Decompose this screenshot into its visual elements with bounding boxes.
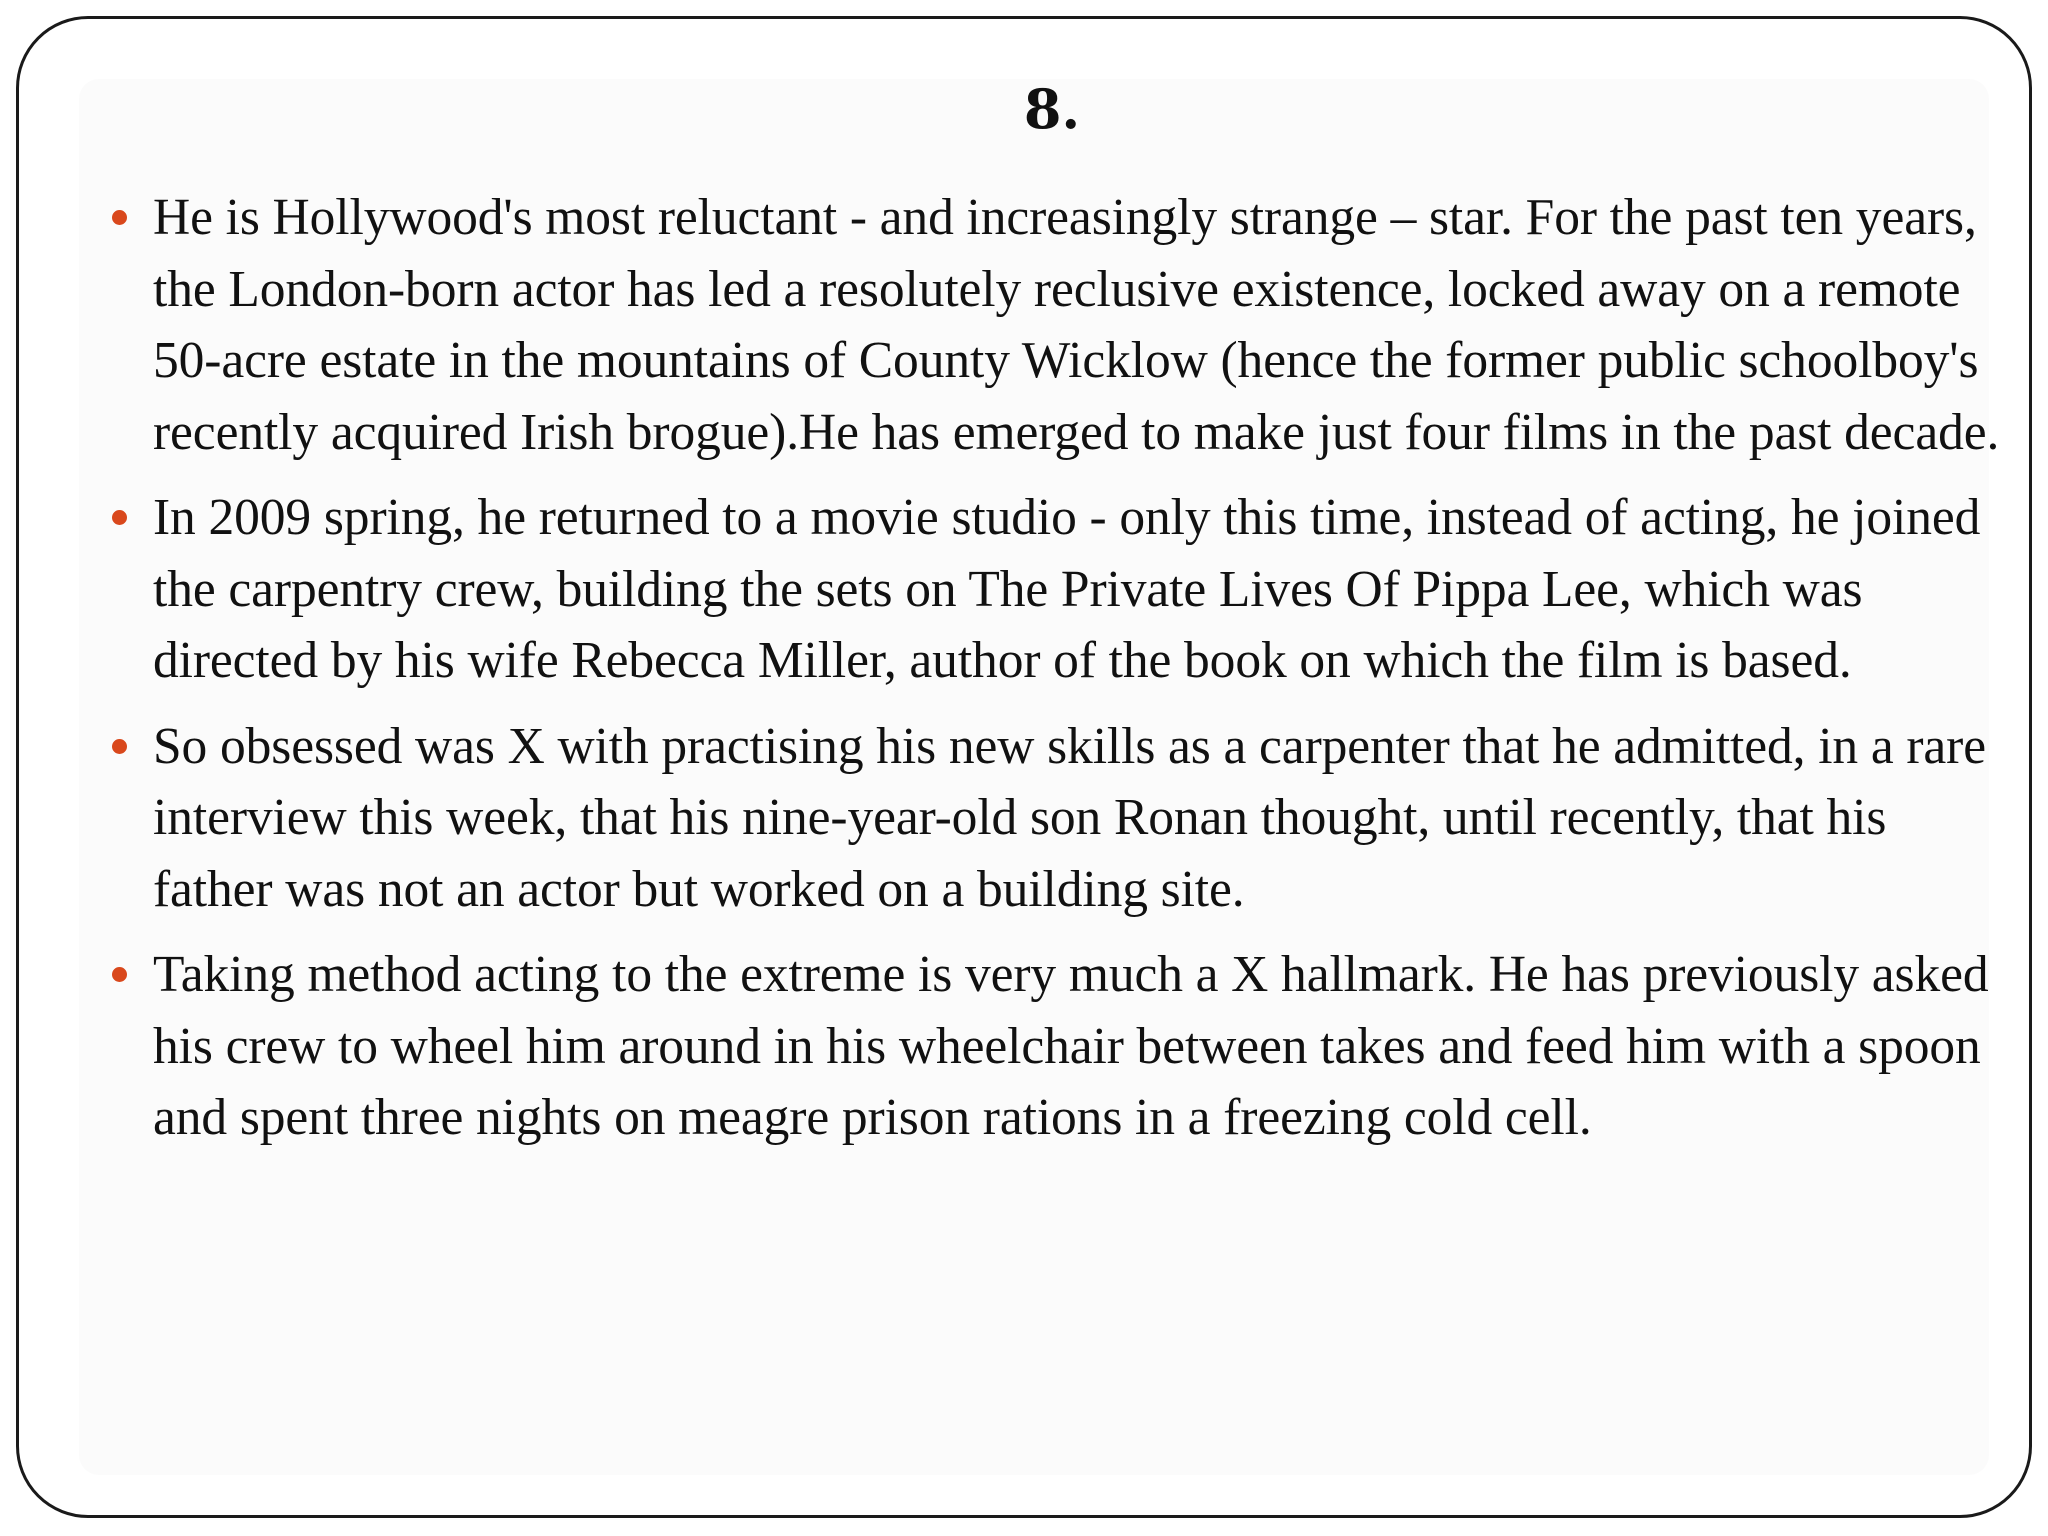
bullet-item [153, 711, 2003, 926]
bullet-text: In 2009 spring, he returned to a movie studio - only this time, instead of acting, he joined the carpentry crew, building the sets on The Private Lives Of Pippa Lee, which was directed by his wife Rebecca Miller, author of the book on which the film is based. [153, 489, 1981, 689]
slide-title: 8. [1023, 77, 1081, 141]
bullet-text: He is Hollywood's most reluctant - and increasingly strange – star. For the past ten years, the London-born actor has led a resolutely reclusive existence, locked away on a remote 50-acre estate in the mountains of County Wicklow (hence the former public schoolboy's recently acquired Irish brogue).He has emerged to make just four films in the past decade. [153, 189, 2000, 461]
bullet-dot-icon [112, 967, 127, 982]
bullet-item [153, 182, 2003, 468]
slide-frame [16, 16, 2032, 1518]
bullet-dot-icon [112, 739, 127, 754]
bullet-list [153, 182, 2003, 1168]
bullet-text: Taking method acting to the extreme is very much a X hallmark. He has previously asked his crew to wheel him around in his wheelchair between takes and feed him with a spoon and spent three nights on meagre prison rations in a freezing cold cell. [153, 946, 1989, 1146]
bullet-dot-icon [112, 510, 127, 525]
bullet-item [153, 482, 2003, 697]
bullet-item [153, 939, 2003, 1154]
bullet-dot-icon [112, 210, 127, 225]
bullet-text: So obsessed was X with practising his new skills as a carpenter that he admitted, in a rare interview this week, that his nine-year-old son Ronan thought, until recently, that his father was not an actor but worked on a building site. [153, 717, 1986, 918]
